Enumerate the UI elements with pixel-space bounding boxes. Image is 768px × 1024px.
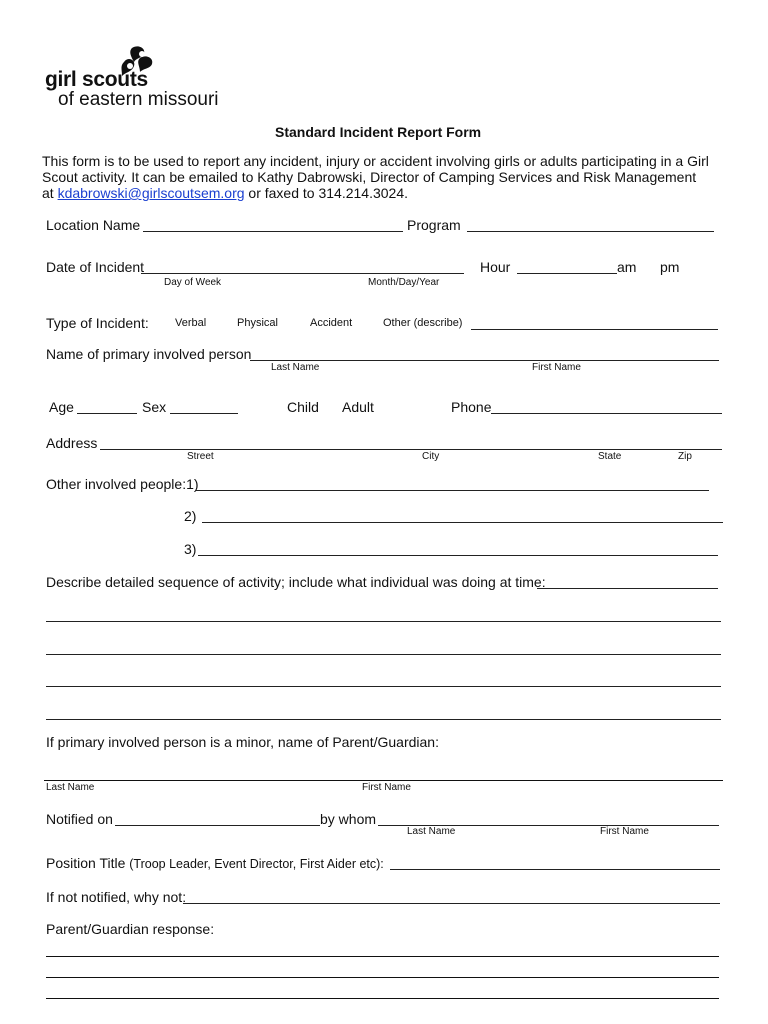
primary-person-field[interactable] bbox=[250, 360, 719, 361]
type-of-incident-label: Type of Incident: bbox=[46, 315, 149, 331]
address-label: Address bbox=[46, 435, 98, 451]
intro-line-2: Scout activity. It can be emailed to Kathy Dabrowski, Director of Camping Services and Risk Management bbox=[42, 169, 697, 185]
by-whom-label: by whom bbox=[320, 811, 377, 827]
if-not-notified-field[interactable] bbox=[183, 903, 720, 904]
parent-response-line-1[interactable] bbox=[46, 956, 719, 957]
parent-first-name-caption: First Name bbox=[362, 782, 411, 793]
by-whom-last-name-caption: Last Name bbox=[407, 826, 456, 837]
location-name-field[interactable] bbox=[143, 231, 403, 232]
other-person-3-field[interactable] bbox=[198, 555, 718, 556]
program-label: Program bbox=[407, 217, 461, 233]
description-line-4[interactable] bbox=[46, 719, 721, 720]
intro-suffix: or faxed to 314.214.3024. bbox=[244, 185, 408, 201]
physical-option[interactable]: Physical bbox=[237, 317, 278, 329]
verbal-option[interactable]: Verbal bbox=[175, 317, 207, 329]
parent-last-name-caption: Last Name bbox=[46, 782, 95, 793]
parent-guardian-label: If primary involved person is a minor, name of Parent/Guardian: bbox=[46, 734, 439, 750]
other-person-2-field[interactable] bbox=[202, 522, 723, 523]
adult-option[interactable]: Adult bbox=[342, 399, 374, 415]
if-not-notified-label: If not notified, why not: bbox=[46, 889, 187, 905]
position-title-examples: (Troop Leader, Event Director, First Aider etc): bbox=[129, 857, 384, 871]
other-people-label: Other involved people:1) bbox=[46, 476, 199, 492]
sex-field[interactable] bbox=[170, 413, 238, 414]
intro-prefix: at bbox=[42, 185, 58, 201]
other-person-3-label: 3) bbox=[184, 541, 197, 557]
other-person-2-label: 2) bbox=[184, 508, 197, 524]
position-title-text: Position Title bbox=[46, 855, 126, 871]
pm-option[interactable]: pm bbox=[660, 259, 680, 275]
parent-response-label: Parent/Guardian response: bbox=[46, 921, 215, 937]
intro-line-3 bbox=[42, 185, 408, 201]
page-title: Standard Incident Report Form bbox=[275, 124, 482, 140]
description-line-1[interactable] bbox=[46, 621, 721, 622]
logo-line-1: girl scouts bbox=[45, 68, 148, 91]
phone-field[interactable] bbox=[491, 413, 722, 414]
intro-line-1: This form is to be used to report any incident, injury or accident involving girls or adults participating in a Girl bbox=[42, 153, 709, 169]
zip-caption: Zip bbox=[678, 451, 692, 462]
primary-person-label: Name of primary involved person bbox=[46, 346, 252, 362]
state-caption: State bbox=[598, 451, 622, 462]
describe-sequence-field[interactable] bbox=[537, 588, 718, 589]
am-option[interactable]: am bbox=[617, 259, 637, 275]
other-person-1-field[interactable] bbox=[196, 490, 709, 491]
notified-on-label: Notified on bbox=[46, 811, 113, 827]
location-name-label: Location Name bbox=[46, 217, 141, 233]
age-label: Age bbox=[49, 399, 74, 415]
email-link[interactable]: kdabrowski@girlscoutsem.org bbox=[57, 185, 245, 201]
description-line-2[interactable] bbox=[46, 654, 721, 655]
describe-sequence-label: Describe detailed sequence of activity; include what individual was doing at time: bbox=[46, 574, 546, 590]
parent-response-line-2[interactable] bbox=[46, 977, 719, 978]
parent-guardian-field[interactable] bbox=[44, 780, 723, 781]
child-option[interactable]: Child bbox=[287, 399, 319, 415]
other-describe-field[interactable] bbox=[471, 329, 718, 330]
month-day-year-caption: Month/Day/Year bbox=[368, 277, 440, 288]
city-caption: City bbox=[422, 451, 440, 462]
position-title-label bbox=[46, 855, 384, 871]
other-option[interactable]: Other (describe) bbox=[383, 317, 463, 329]
program-field[interactable] bbox=[467, 231, 714, 232]
logo-line-2: of eastern missouri bbox=[58, 89, 219, 110]
by-whom-first-name-caption: First Name bbox=[600, 826, 649, 837]
hour-label: Hour bbox=[480, 259, 511, 275]
first-name-caption: First Name bbox=[532, 362, 581, 373]
street-caption: Street bbox=[187, 451, 214, 462]
phone-label: Phone bbox=[451, 399, 492, 415]
notified-on-field[interactable] bbox=[115, 825, 320, 826]
sex-label: Sex bbox=[142, 399, 167, 415]
hour-field[interactable] bbox=[517, 273, 617, 274]
position-title-field[interactable] bbox=[390, 869, 720, 870]
date-of-incident-label: Date of Incident bbox=[46, 259, 145, 275]
date-of-incident-field[interactable] bbox=[141, 273, 464, 274]
day-of-week-caption: Day of Week bbox=[164, 277, 222, 288]
last-name-caption: Last Name bbox=[271, 362, 320, 373]
age-field[interactable] bbox=[77, 413, 137, 414]
accident-option[interactable]: Accident bbox=[310, 317, 353, 329]
parent-response-line-3[interactable] bbox=[46, 998, 719, 999]
description-line-3[interactable] bbox=[46, 686, 721, 687]
address-field[interactable] bbox=[100, 449, 722, 450]
